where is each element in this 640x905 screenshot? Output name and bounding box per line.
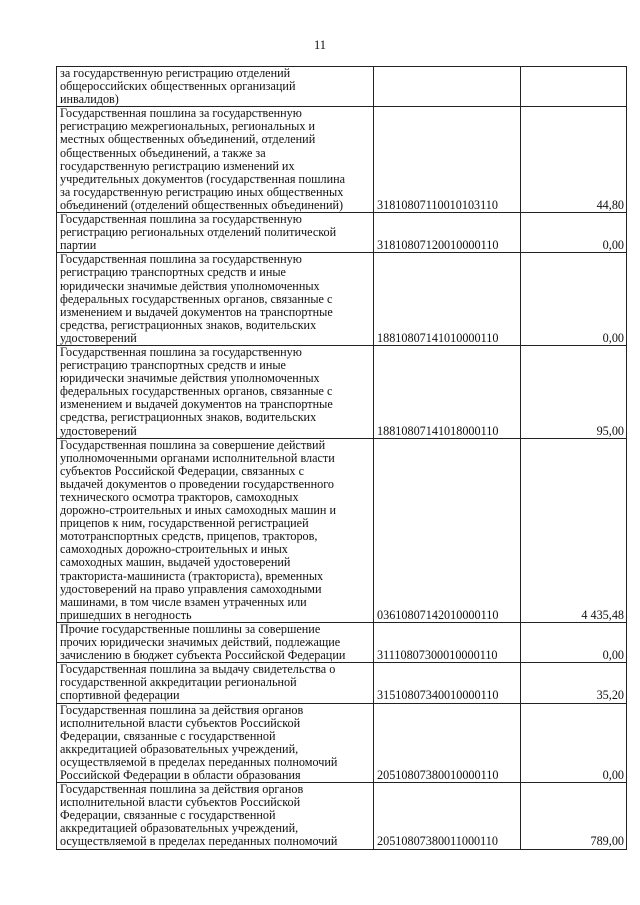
table-row bbox=[57, 67, 627, 107]
revenue-table bbox=[56, 66, 627, 850]
row-description: Государственная пошлина за выдачу свидетельства о государственной аккредитации региональной спортивной федерации bbox=[57, 663, 374, 703]
row-description: Государственная пошлина за государственную регистрацию транспортных средств и иные юридически значимые действия уполномоченных федеральных государственных органов, связанные с изменением и выдачей документов на транспортные средства, регистрационных знаков, водительских удостоверений bbox=[57, 345, 374, 438]
table-row bbox=[57, 663, 627, 703]
row-amount: 789,00 bbox=[521, 783, 627, 849]
row-amount: 44,80 bbox=[521, 107, 627, 213]
row-amount: 4 435,48 bbox=[521, 438, 627, 622]
row-amount: 0,00 bbox=[521, 703, 627, 783]
table-body bbox=[57, 67, 627, 850]
row-amount: 0,00 bbox=[521, 253, 627, 346]
row-amount: 0,00 bbox=[521, 622, 627, 662]
table-row bbox=[57, 107, 627, 213]
row-amount: 35,20 bbox=[521, 663, 627, 703]
table-row bbox=[57, 622, 627, 662]
table-row bbox=[57, 253, 627, 346]
row-code: 31110807300010000110 bbox=[374, 622, 521, 662]
row-amount: 95,00 bbox=[521, 345, 627, 438]
row-code: 03610807142010000110 bbox=[374, 438, 521, 622]
table-row bbox=[57, 783, 627, 849]
row-description: Государственная пошлина за государственную регистрацию региональных отделений политической партии bbox=[57, 213, 374, 253]
table-row bbox=[57, 703, 627, 783]
row-code: 20510807380011000110 bbox=[374, 783, 521, 849]
page-number: 11 bbox=[313, 38, 327, 52]
row-description: Государственная пошлина за государственную регистрацию межрегиональных, региональных и местных общественных объединений, отделений общественных объединений, а также за государственную регистрацию изменений их учредительных документов (государственная пошлина за государственную регистрацию иных общественных объединений (отделений общественных объединений) bbox=[57, 107, 374, 213]
row-description: Государственная пошлина за государственную регистрацию транспортных средств и иные юридически значимые действия уполномоченных федеральных государственных органов, связанные с изменением и выдачей документов на транспортные средства, регистрационных знаков, водительских удостоверений bbox=[57, 253, 374, 346]
row-description: за государственную регистрацию отделений общероссийских общественных организаций инвалидов) bbox=[57, 67, 374, 107]
row-code: 20510807380010000110 bbox=[374, 703, 521, 783]
row-code bbox=[374, 67, 521, 107]
row-code: 31510807340010000110 bbox=[374, 663, 521, 703]
row-code: 18810807141018000110 bbox=[374, 345, 521, 438]
row-description: Государственная пошлина за действия органов исполнительной власти субъектов Российской Федерации, связанные с государственной аккредитацией образовательных учреждений, осуществляемой в пределах переданных полномочий Российской Федерации в области образования bbox=[57, 703, 374, 783]
row-code: 31810807120010000110 bbox=[374, 213, 521, 253]
row-code: 18810807141010000110 bbox=[374, 253, 521, 346]
row-amount: 0,00 bbox=[521, 213, 627, 253]
row-description: Государственная пошлина за действия органов исполнительной власти субъектов Российской Федерации, связанные с государственной аккредитацией образовательных учреждений, осуществляемой в пределах переданных полномочий bbox=[57, 783, 374, 849]
table-row bbox=[57, 213, 627, 253]
row-description: Государственная пошлина за совершение действий уполномоченными органами исполнительной власти субъектов Российской Федерации, связанных с выдачей документов о проведении государственного технического осмотра тракторов, самоходных дорожно-строительных и иных самоходных машин и прицепов к ним, государственной регистрацией мототранспортных средств, прицепов, тракторов, самоходных дорожно-строительных и иных самоходных машин, выдачей удостоверений тракториста-машиниста (тракториста), временных удостоверений на право управления самоходными машинами, в том числе взамен утраченных или пришедших в негодность bbox=[57, 438, 374, 622]
table-row bbox=[57, 438, 627, 622]
row-description: Прочие государственные пошлины за совершение прочих юридически значимых действий, подлежащие зачислению в бюджет субъекта Российской Федерации bbox=[57, 622, 374, 662]
row-code: 31810807110010103110 bbox=[374, 107, 521, 213]
row-amount bbox=[521, 67, 627, 107]
table-row bbox=[57, 345, 627, 438]
